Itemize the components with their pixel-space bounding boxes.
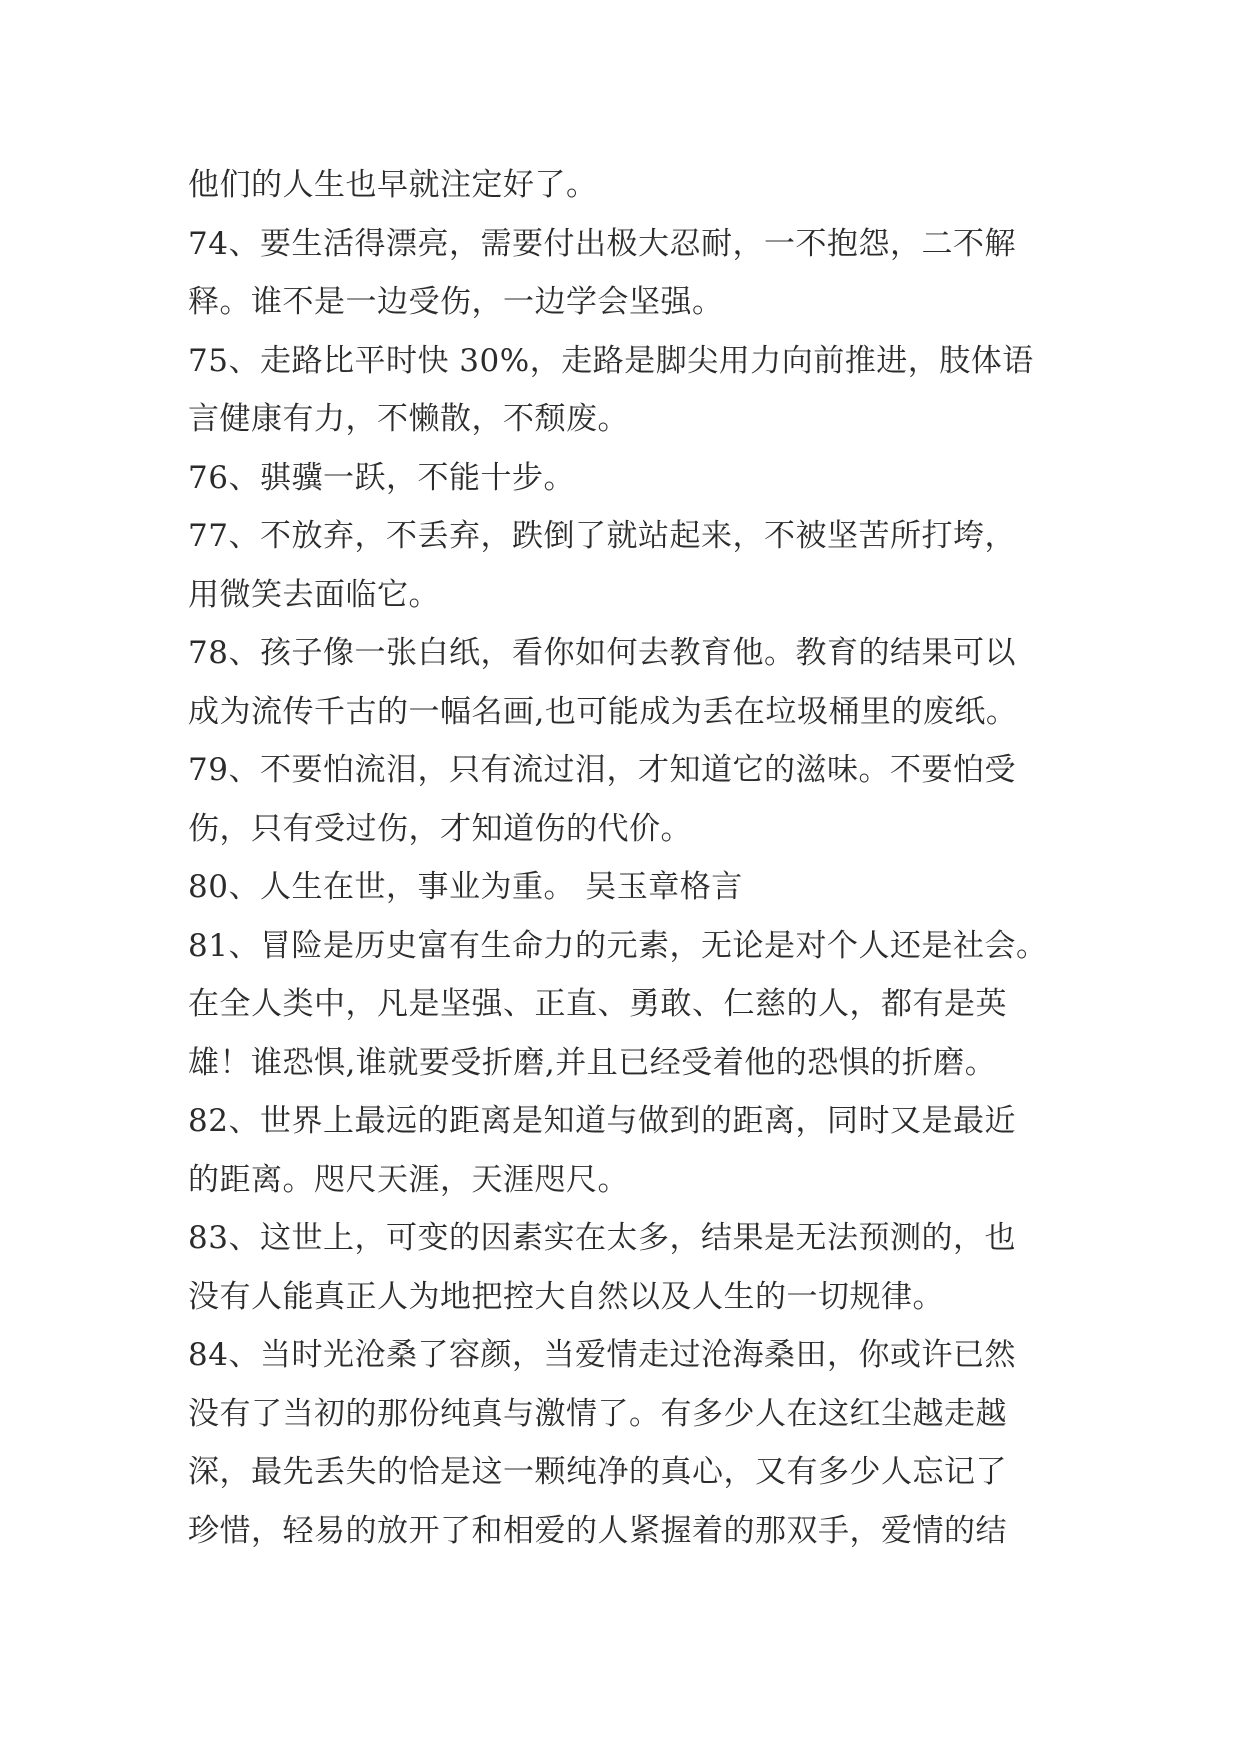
text-line: 82、世界上最远的距离是知道与做到的距离，同时又是最近 <box>188 1103 1016 1139</box>
text-line: 79、不要怕流泪，只有流过泪，才知道它的滋味。不要怕受 <box>188 752 1016 788</box>
text-line: 雄！谁恐惧,谁就要受折磨,并且已经受着他的恐惧的折磨。 <box>188 1044 997 1081</box>
text-line: 84、当时光沧桑了容颜，当爱情走过沧海桑田，你或许已然 <box>188 1337 1016 1373</box>
text-line: 83、这世上，可变的因素实在太多，结果是无法预测的，也 <box>188 1220 1016 1256</box>
text-line: 的距离。咫尺天涯，天涯咫尺。 <box>188 1161 629 1198</box>
text-line: 在全人类中，凡是坚强、正直、勇敢、仁慈的人，都有是英 <box>188 986 1007 1022</box>
text-line: 珍惜，轻易的放开了和相爱的人紧握着的那双手，爱情的结 <box>188 1512 1007 1549</box>
text-line: 没有了当初的那份纯真与激情了。有多少人在这红尘越走越 <box>188 1395 1007 1432</box>
text-line: 74、要生活得漂亮，需要付出极大忍耐，一不抱怨，二不解 <box>188 225 1016 262</box>
text-line: 75、走路比平时快 30%，走路是脚尖用力向前推进，肢体语 <box>188 342 1034 379</box>
text-line: 78、孩子像一张白纸，看你如何去教育他。教育的结果可以 <box>188 635 1016 671</box>
text-line: 伤，只有受过伤，才知道伤的代价。 <box>188 810 692 847</box>
text-line: 言健康有力，不懒散，不颓废。 <box>188 401 629 437</box>
text-line: 他们的人生也早就注定好了。 <box>188 167 598 203</box>
text-line: 76、骐骥一跃，不能十步。 <box>188 459 575 496</box>
text-line: 没有人能真正人为地把控大自然以及人生的一切规律。 <box>188 1278 944 1315</box>
text-line: 用微笑去面临它。 <box>188 576 440 613</box>
text-line: 成为流传千古的一幅名画,也可能成为丢在垃圾桶里的废纸。 <box>188 693 1018 730</box>
text-line: 80、人生在世，事业为重。 吴玉章格言 <box>188 869 743 905</box>
text-line: 深，最先丢失的恰是这一颗纯净的真心，又有多少人忘记了 <box>188 1454 1007 1490</box>
text-line: 81、冒险是历史富有生命力的元素，无论是对个人还是社会。 <box>188 927 1048 964</box>
document-body <box>188 156 1068 1560</box>
text-line: 77、不放弃，不丢弃，跌倒了就站起来，不被坚苦所打垮， <box>188 518 1016 554</box>
text-line: 释。谁不是一边受伤，一边学会坚强。 <box>188 284 724 320</box>
